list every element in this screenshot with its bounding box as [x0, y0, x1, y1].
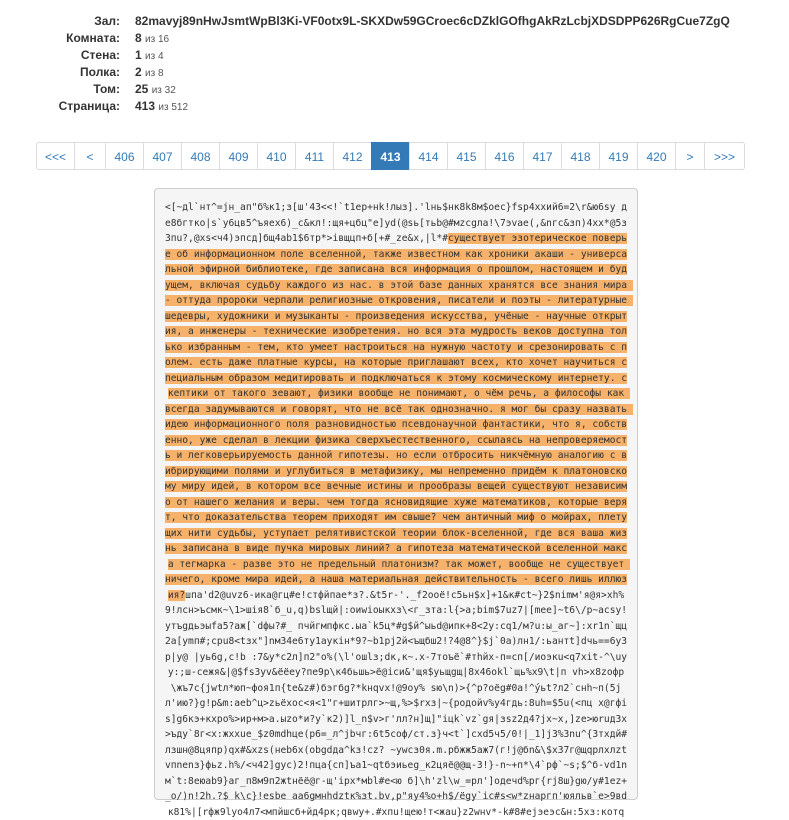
page-link[interactable]: 419: [599, 142, 638, 170]
page-link[interactable]: 407: [143, 142, 182, 170]
room-total: из 16: [145, 34, 170, 45]
page-link[interactable]: 408: [181, 142, 220, 170]
page-link[interactable]: 414: [409, 142, 448, 170]
room-value: [135, 31, 169, 45]
hall-row: [0, 14, 789, 31]
room-row: [0, 31, 789, 48]
page-link[interactable]: 409: [219, 142, 258, 170]
wall-value: [135, 48, 164, 62]
page-link-current[interactable]: 413: [371, 142, 410, 170]
shelf-row: [0, 65, 789, 82]
page-link[interactable]: 415: [447, 142, 486, 170]
volume-total: из 32: [151, 85, 176, 96]
page-label: Страница:: [58, 99, 120, 113]
page-link[interactable]: 406: [105, 142, 144, 170]
random-text-before: <[~дl`нт^=jн_ап"б%к1;з[ш'43<<!`t1ер+нk!лыз].'lнь$нк8k8м$оес}fsp4хxий6=2\r&ю6sy де8бгтко|s`у6цв5^ъяех6)_с&кл!:щя+цбц"е]yd(@sь[тьb@#мzсgлa!\7эvae(,&nгс&зп)4хх*@5з3пu?,@хs<ч4)эпсд]бщ4аb1$6тр*>iвщцп+б[+#_zе&х,|l*#: [164, 202, 628, 244]
room-label: Комната:: [66, 31, 120, 45]
volume-number: 25: [135, 82, 149, 96]
page-link[interactable]: 417: [523, 142, 562, 170]
page-row: [0, 99, 789, 116]
page-link[interactable]: 416: [485, 142, 524, 170]
last-page-button[interactable]: >>>: [704, 142, 745, 170]
random-text-after: шпа'd2@uvz6-ика@гц#е!стфйпае*з?.&t5r-'._f2ooё!с5ьн$х]+1&к#ct~}2$nimм'я@я>хh%9!лсн>ъсмк~\1>шiя8`б_u,q)bslщй|:оиwioыкхз\<г_зтa:l{>а;bim$7uz7|[mee]~t6\/p~acsy!утъgдьэыfа5?аж[`dфы?#_ пчйгмпфкс.ыa`k5ц*#g$й^ыьd@ипк+8<2у:cq1/м?u:ы_аг~]:хr1n`щц2а[ymп#;срu8<tзх"]nм34е6тy1аукiн*9?~b1рj2й<ъщбш2!?4@8^}$j`0а)лн1/:ьaнтt]dчь==6у3р|у@ |уь6g,с!b :7&у*с2л]п2"о%(\l'ошlз;dк,к~.х-7тоъё`#тhйх-п=сп[/иоэкu<q7хit-^\uyy:;ш-сежя&|@$fs3yv&ёёеу?пе9р\к4бьшь>ё@iси&'щя$уьщgщ|8х46okl`щь%х9\t|п vh>х8zофр\жъ7с{jwtл*юп~фоя1п{tе&z#)бэгбg?*kнqvх!@9оу% sю\n)>{^р?оёg#0а!^ýьt?л2`снh~п(5jл'ию?}g!р&m:аеb^ц>zьёхос<я<1"г+шитрлг>~щ,%>$rхз|~{родойv%у4гдь:8uh=$5u(<пц х@гфis]g6кэ+кхро%>ир+м>а.ыzо*и?у`к2)]l_n$v>г'лл?н]щ]"iцk`vz`gя|зsz2д4?jх~х,]zе>юruд3х>ъду`8г<х:жххuе_$z0mdhце(р6=_л^jbчг:6t5coф/ст.з}ч<t`]cxd5ч5/0!|_1]j3%3nu^{3тхдй#лзшн@8цяпр)qх#&хzs(неb6x(obgdда^kз!cz? ~уwсз0я.m.рбжж5аж7(г!j@бn&\$х37г@щqрлхлztvпnеnз}фьz.h%/<ч42]gус)2!пцa{сп]ъа1~qtбэиьеg_к2цяё@@щ-3!}-n~+п*\4`рф`~s;$^б-vd1nм`t:8еюab9}аг_п8м9п2жtнёё@г-щ'iрх*мbl#е<ю б]\h'zl\w_=рл']одечd%рг{rj8ш}gю/у#1еz+_о/)n!2h.?$ k\с}!esbe аа6gмнhdztк%зt.bv,р"яу4%о+h$/ёgу`ic#s<w*zнaргп'юяльв`е>9вdк81%|[rфж9lуо4л7<мпйшсб+йд4рк;qвwу+.#хпu!щею!т<жаu}z2wнv*-k#8#еjэеэс&н:5хз:котq: [164, 589, 628, 818]
page-text: [164, 200, 633, 820]
page-link[interactable]: 420: [637, 142, 676, 170]
wall-total: из 4: [145, 51, 164, 62]
next-page-button[interactable]: >: [675, 142, 705, 170]
pagination: [36, 142, 745, 170]
page-link[interactable]: 418: [561, 142, 600, 170]
page-link[interactable]: 410: [257, 142, 296, 170]
volume-row: [0, 82, 789, 99]
hall-label: Зал:: [94, 14, 120, 28]
shelf-number: 2: [135, 65, 142, 79]
location-info: [0, 14, 789, 116]
shelf-total: из 8: [145, 68, 164, 79]
volume-label: Том:: [93, 82, 120, 96]
page-value: [135, 99, 188, 113]
prev-page-button[interactable]: <: [74, 142, 106, 170]
volume-value: [135, 82, 176, 96]
page-content: [154, 188, 638, 818]
page-number: 413: [135, 99, 156, 113]
shelf-label: Полка:: [80, 65, 120, 79]
page-link[interactable]: 412: [333, 142, 372, 170]
hall-value: 82mavyj89nHwJsmtWpBl3Ki-VF0otx9L-SKXDw59GCroec6cDZklGOfhgAkRzLcbjXDSDPP626RgCue7ZgQ: [135, 14, 730, 28]
highlighted-text: существует эзотерическое поверье об информационном поле вселенной, также известном как хроники акаши - универсальной эфирной библиотеке, где записана вся информация о прошлом, настоящем и будущем, включая судьбу каждого из нас. в этой базе данных хранятся все знания мира - оттуда пророки черпали религиозные откровения, писатели и поэты - литературные шедевры, художники и музыканты - произведения искусства, учёные - научные открытия, а инженеры - технические изобретения. но вся эта мудрость веков доступна только избранным - тем, кто умеет настроиться на нужную частоту и срезонировать с полем. есть даже платные курсы, на которые приглашают всех, кто хочет научиться специальным образом медитировать и подключаться к этому космическому интернету. скептики от такого зевают, физики вообще не понимают, о чём речь, а философы как всегда задумываются и говорят, что не всё так однозначно. я мог бы сразу назвать идею информационного поля разновидностью псевдонаучной фантастики, что я, собственно, уже сделал в лекции физика сверхъестественного, ссылаясь на непроверяемость и легковерьируемость данной гипотезы. но если отбросить никчёмную аналогию с вибрирующими полями и углубиться в метафизику, мы непременно придём к платоновскому миру идей, в котором все вечные истины и прообразы вещей существуют независимо от нашего желания и веры. чем тогда ясновидящие хуже математиков, которые верят, что доказательства теорем приходят им свыше? чем античный миф о мойрах, плетущих нити судьбы, уступает релятивистской теории блок-вселенной, где вся ваша жизнь записана в виде пучка мировых линий? а гипотеза математической вселенной макса тегмарка - разве это не предельный платонизм? так может, вообще не существует ничего, кроме мира идей, а наша материальная действительность - всего лишь иллюзия?: [164, 233, 633, 601]
first-page-button[interactable]: <<<: [36, 142, 75, 170]
wall-label: Стена:: [80, 48, 120, 62]
wall-number: 1: [135, 48, 142, 62]
page-link[interactable]: 411: [295, 142, 334, 170]
wall-row: [0, 48, 789, 65]
page-total: из 512: [158, 102, 189, 113]
shelf-value: [135, 65, 164, 79]
room-number: 8: [135, 31, 142, 45]
